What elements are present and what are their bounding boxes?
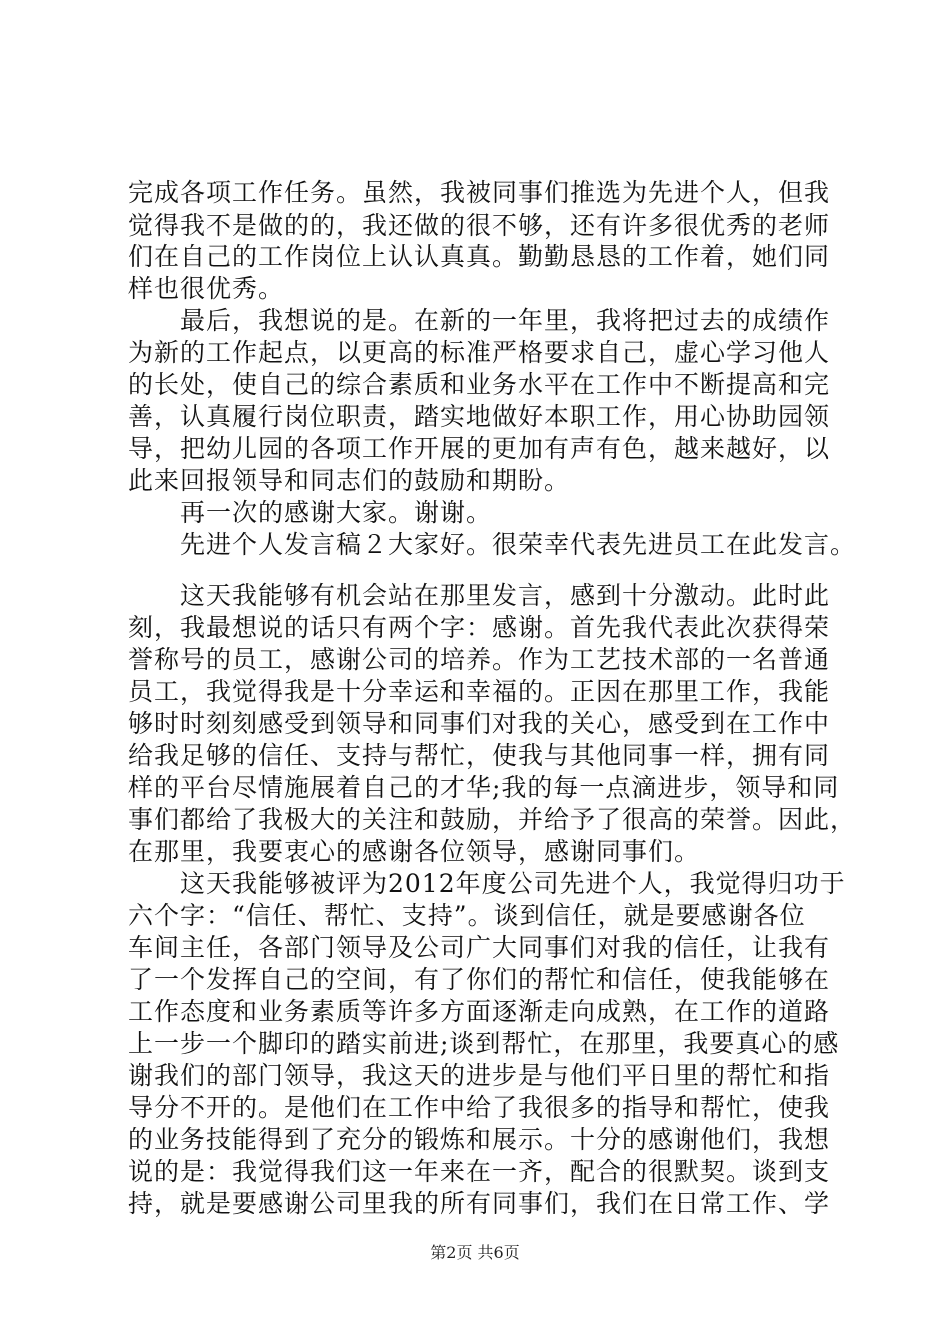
text-line: 员工，我觉得我是十分幸运和幸福的。正因在那里工作，我能 [128,677,831,706]
text-line: 刻，我最想说的话只有两个字：感谢。首先我代表此次获得荣 [128,613,831,642]
text-line: 觉得我不是做的的，我还做的很不够，还有许多很优秀的老师 [128,211,831,240]
text-line: 样也很优秀。 [128,274,285,303]
text-line: 说的是：我觉得我们这一年来在一齐，配合的很默契。谈到支 [128,1157,831,1186]
text-line: 车间主任，各部门领导及公司广大同事们对我的信任，让我有 [128,933,831,962]
text-line: 再一次的感谢大家。谢谢。 [180,498,493,527]
text-line: 导，把幼儿园的各项工作开展的更加有声有色，越来越好，以 [128,434,831,463]
text-line: 在那里，我要衷心的感谢各位领导，感谢同事们。 [128,837,701,866]
text-line: 够时时刻刻感受到领导和同事们对我的关心，感受到在工作中 [128,709,831,738]
text-line: 的业务技能得到了充分的锻炼和展示。十分的感谢他们，我想 [128,1125,831,1154]
text-line: 工作态度和业务素质等许多方面逐渐走向成熟，在工作的道路 [128,997,831,1026]
text-line: 完成各项工作任务。虽然，我被同事们推选为先进个人，但我 [128,178,831,207]
text-line: 谢我们的部门领导，我这天的进步是与他们平日里的帮忙和指 [128,1061,831,1090]
text-line: 誉称号的员工，感谢公司的培养。作为工艺技术部的一名普通 [128,645,831,674]
text-line: 善，认真履行岗位职责，踏实地做好本职工作，用心协助园领 [128,402,831,431]
text-line: 为新的工作起点，以更高的标准严格要求自己，虚心学习他人 [128,338,831,367]
text-line: 这天我能够有机会站在那里发言，感到十分激动。此时此 [180,581,831,610]
text-line: 的长处，使自己的综合素质和业务水平在工作中不断提高和完 [128,370,831,399]
text-line: 们在自己的工作岗位上认认真真。勤勤恳恳的工作着，她们同 [128,242,831,271]
text-line: 这天我能够被评为2012年度公司先进个人，我觉得归功于 [180,869,846,898]
text-line: 上一步一个脚印的踏实前进;谈到帮忙，在那里，我要真心的感 [128,1029,840,1058]
text-line: 了一个发挥自己的空间，有了你们的帮忙和信任，使我能够在 [128,965,831,994]
text-line: 导分不开的。是他们在工作中给了我很多的指导和帮忙，使我 [128,1093,831,1122]
text-line: 先进个人发言稿２大家好。很荣幸代表先进员工在此发言。 [180,530,857,559]
text-line: 持，就是要感谢公司里我的所有同事们，我们在日常工作、学 [128,1189,831,1218]
text-line: 此来回报领导和同志们的鼓励和期盼。 [128,466,571,495]
text-line: 事们都给了我极大的关注和鼓励，并给予了很高的荣誉。因此， [128,805,857,834]
text-line: 给我足够的信任、支持与帮忙，使我与其他同事一样，拥有同 [128,741,831,770]
text-line: 最后，我想说的是。在新的一年里，我将把过去的成绩作 [180,306,831,335]
page-number: 第2页 共6页 [430,1243,520,1262]
text-line: 样的平台尽情施展着自己的才华;我的每一点滴进步，领导和同 [128,773,840,802]
text-line: 六个字：“信任、帮忙、支持”。谈到信任，就是要感谢各位 [128,901,806,930]
